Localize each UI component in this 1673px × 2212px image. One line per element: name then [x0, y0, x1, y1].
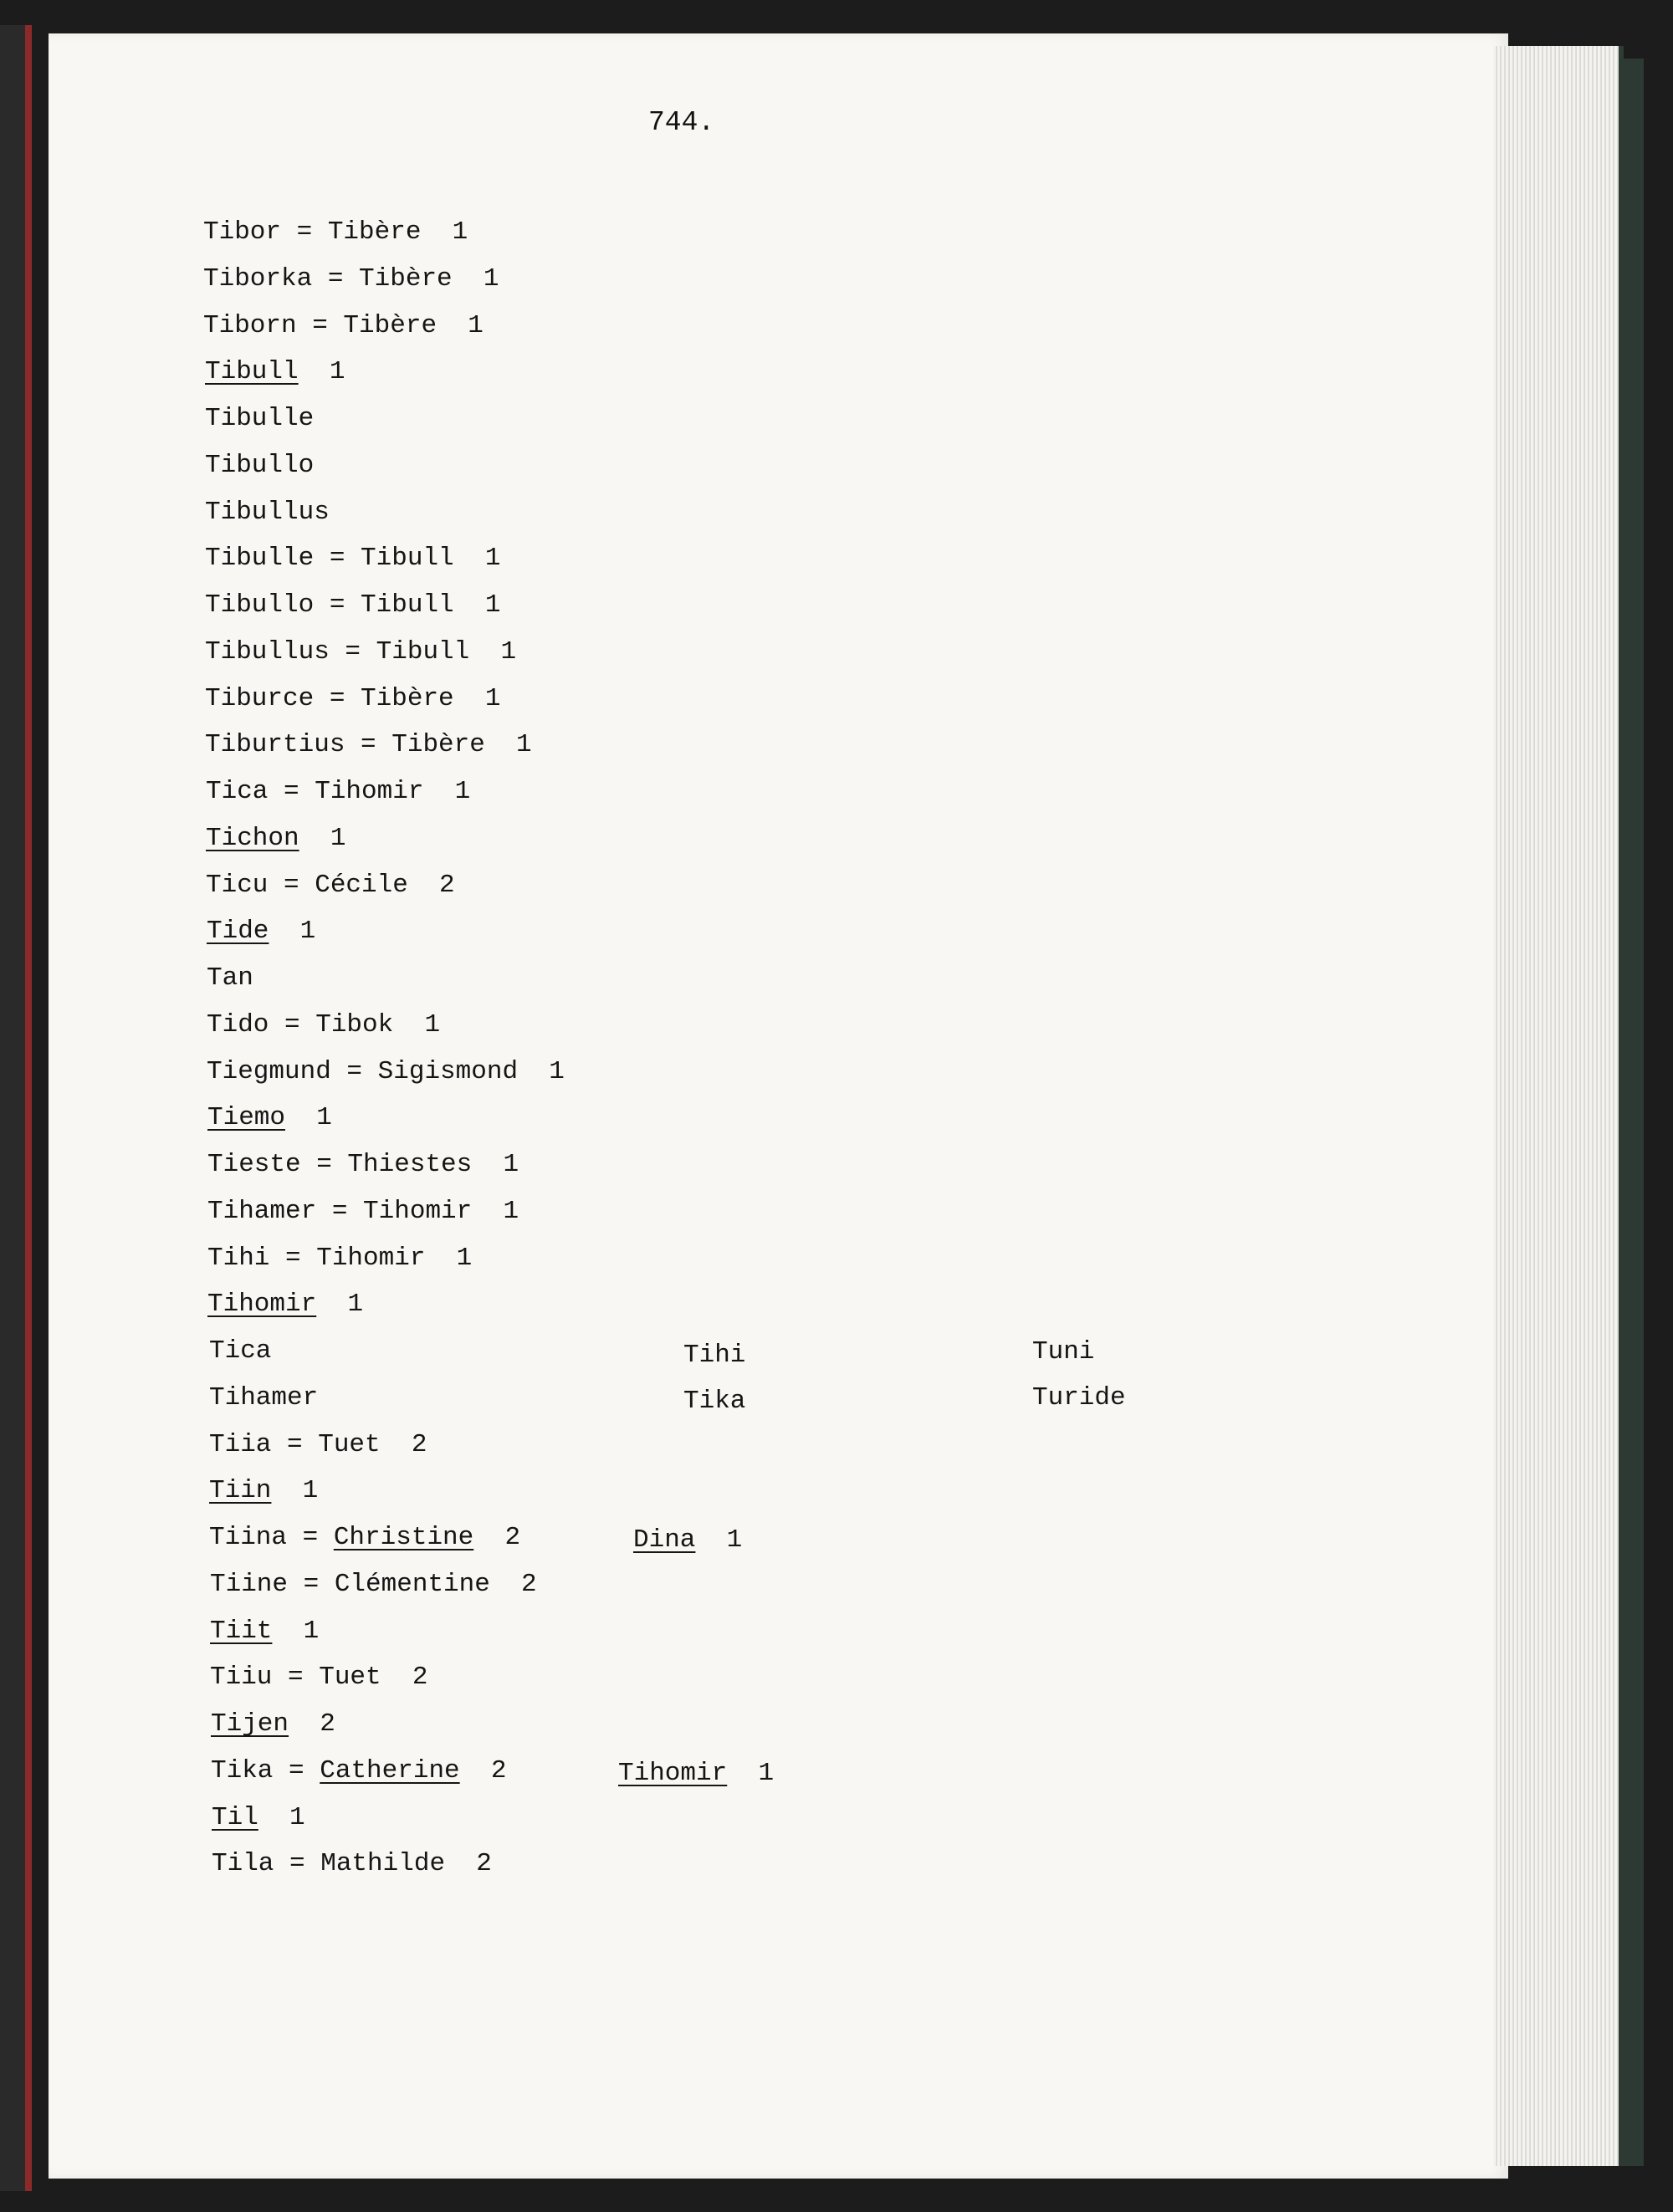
entry-headword: Tijen	[211, 1709, 289, 1739]
entry-text: Tihamer = Tihomir 1	[207, 1197, 519, 1226]
entry-extra-tihi: Tihi	[683, 1341, 746, 1370]
entry-count: 2	[289, 1709, 335, 1739]
entry-count: 2	[473, 1523, 521, 1552]
entry-line	[207, 962, 253, 995]
entry-headword: Tiemo	[207, 1103, 286, 1132]
entry-count: 1	[272, 1617, 320, 1646]
entry-line	[207, 1009, 440, 1042]
entry-line	[209, 1428, 427, 1462]
entry-text: Tibullo	[205, 451, 315, 480]
entry-line	[207, 1195, 519, 1229]
entry-line	[207, 1055, 565, 1089]
entry-line	[207, 1242, 472, 1275]
entry-line	[211, 1755, 506, 1788]
entry-line	[203, 309, 483, 343]
entry-extra-turide: Turide	[1032, 1383, 1126, 1413]
entry-line	[209, 1474, 318, 1508]
entry-line	[209, 1521, 520, 1555]
entry-text: Tila = Mathilde 2	[212, 1849, 492, 1878]
entry-line	[207, 915, 315, 948]
entry-headword: Catherine	[320, 1756, 460, 1785]
entry-count: 1	[298, 357, 345, 386]
entry-count: 2	[459, 1756, 507, 1785]
entry-line	[206, 775, 470, 809]
entry-prefix: Tika =	[211, 1756, 320, 1785]
entry-count: 1	[316, 1290, 364, 1319]
entry-text: Tica = Tihomir 1	[206, 777, 471, 806]
entry-text: Tiegmund = Sigismond 1	[207, 1057, 565, 1086]
entry-text: Tiia = Tuet 2	[209, 1430, 427, 1459]
entry-line	[210, 1661, 427, 1694]
entry-line	[207, 1288, 363, 1321]
entry-headword: Tiin	[209, 1476, 272, 1505]
entry-count: 1	[299, 824, 346, 853]
entry-line	[205, 589, 500, 622]
entry-headword: Til	[212, 1803, 258, 1832]
entry-text: Tieste = Thiestes 1	[207, 1150, 519, 1179]
entry-line	[205, 402, 314, 436]
entry-text: Tibullo = Tibull 1	[205, 590, 501, 620]
entry-line	[207, 1101, 332, 1135]
entry-count: 1	[258, 1803, 305, 1832]
entry-count: 1	[271, 1476, 319, 1505]
entry-line	[205, 496, 330, 529]
entry-line	[203, 263, 499, 296]
entry-text: Tiborn = Tibère 1	[203, 311, 483, 340]
entry-text: Tido = Tibok 1	[207, 1010, 441, 1040]
entry-line	[207, 1148, 519, 1182]
entry-line	[205, 728, 532, 762]
entry-line	[206, 869, 455, 902]
entry-line	[205, 636, 516, 669]
entry-line	[212, 1801, 305, 1835]
entry-text: Tihamer	[209, 1383, 319, 1413]
entry-headword: Tichon	[206, 824, 299, 853]
entry-headword: Tibull	[205, 357, 299, 386]
entry-line	[205, 355, 345, 389]
entry-text: Tica	[209, 1336, 272, 1366]
entry-extra-tuni: Tuni	[1032, 1337, 1095, 1367]
entry-extra-tika: Tika	[683, 1387, 746, 1416]
entry-line	[209, 1382, 318, 1415]
entry-line	[211, 1708, 335, 1741]
entry-text: Tibor = Tibère 1	[203, 217, 468, 247]
entry-line	[203, 216, 468, 249]
entry-line	[209, 1335, 271, 1368]
entry-line	[210, 1568, 537, 1602]
page-number: 744.	[648, 107, 715, 138]
entry-headword: Tide	[207, 917, 269, 946]
entry-prefix: Tiina =	[209, 1523, 334, 1552]
entry-count: 1	[285, 1103, 332, 1132]
entry-text: Tan	[207, 963, 253, 993]
entry-text: Tiburce = Tibère 1	[205, 684, 501, 713]
entry-headword: Tiit	[210, 1617, 273, 1646]
entry-text: Tibullus = Tibull 1	[205, 637, 517, 667]
book-cover-right	[1619, 59, 1644, 2166]
entry-headword: Tihomir	[207, 1290, 317, 1319]
entry-line	[205, 449, 314, 483]
entry-line	[205, 682, 500, 716]
entry-line	[205, 542, 500, 575]
entry-headword: Christine	[333, 1523, 474, 1552]
page-edges	[1493, 46, 1624, 2166]
entry-text: Tiborka = Tibère 1	[203, 264, 499, 294]
entry-text: Tihi = Tihomir 1	[207, 1244, 473, 1273]
entry-text: Tiine = Clémentine 2	[210, 1570, 537, 1599]
entry-extra-dina: Dina 1	[633, 1525, 743, 1555]
entry-text: Tibullus	[205, 498, 330, 527]
entry-line	[210, 1615, 319, 1648]
entry-count: 1	[269, 917, 316, 946]
entry-line	[206, 822, 345, 856]
entry-extra-tihomir: Tihomir 1	[618, 1759, 775, 1788]
entry-text: Tiburtius = Tibère 1	[205, 730, 532, 759]
entry-line	[212, 1847, 492, 1881]
book-cover-left	[0, 25, 32, 2191]
entry-text: Ticu = Cécile 2	[206, 871, 455, 900]
entry-text: Tiiu = Tuet 2	[210, 1663, 428, 1692]
entry-text: Tibulle = Tibull 1	[205, 544, 501, 573]
entry-text: Tibulle	[205, 404, 315, 433]
